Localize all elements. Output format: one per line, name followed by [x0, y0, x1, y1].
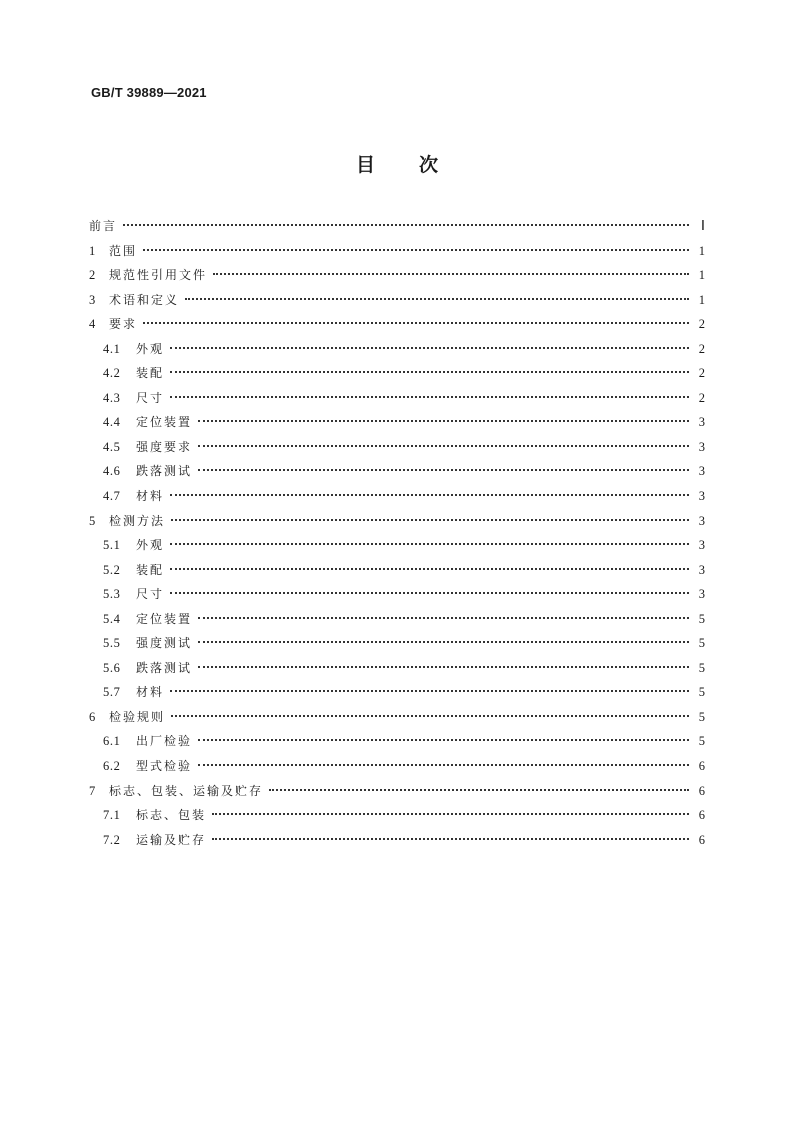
toc-entry-label: 材料 — [136, 489, 165, 504]
toc-entry-number: 1 — [89, 243, 96, 258]
toc-entry-number: 7 — [89, 783, 96, 798]
toc-dot-leader — [170, 494, 689, 496]
toc-dot-leader — [170, 568, 689, 570]
toc-entry-page: 6 — [698, 759, 705, 774]
toc-entry-number: 5 — [89, 513, 96, 528]
toc-entry-label: 定位装置 — [136, 415, 193, 430]
toc-entry[interactable] — [89, 584, 705, 609]
toc-dot-leader — [171, 715, 689, 717]
toc-entry[interactable] — [89, 412, 705, 437]
toc-entry-label: 前言 — [89, 219, 118, 233]
toc-entry-label: 跌落测试 — [136, 464, 193, 479]
toc-entry-page: 5 — [698, 611, 705, 626]
toc-dot-leader — [198, 739, 689, 741]
toc-entry[interactable] — [89, 216, 705, 241]
toc-entry-label: 外观 — [136, 341, 165, 356]
toc-entry-page: 3 — [698, 538, 705, 553]
toc-entry-page: 2 — [698, 390, 705, 405]
toc-entry-number: 5.2 — [103, 562, 121, 577]
toc-entry-label: 材料 — [136, 685, 165, 700]
toc-entry-number: 5.5 — [103, 636, 121, 651]
toc-entry[interactable] — [89, 805, 705, 830]
toc-entry[interactable] — [89, 388, 705, 413]
toc-entry-number: 4.1 — [103, 341, 121, 356]
toc-entry-page: 2 — [698, 317, 705, 332]
toc-entry-page: 3 — [698, 489, 705, 504]
toc-entry-page: 3 — [698, 513, 705, 528]
toc-entry-page: 1 — [698, 243, 705, 258]
toc-entry[interactable] — [89, 461, 705, 486]
toc-entry-page: Ⅰ — [700, 219, 705, 234]
toc-entry-page: 6 — [698, 783, 705, 798]
toc-entry-label: 外观 — [136, 538, 165, 553]
toc-dot-leader — [212, 813, 689, 815]
toc-dot-leader — [123, 224, 689, 226]
toc-entry-number: 5.4 — [103, 611, 121, 626]
toc-entry-label: 运输及贮存 — [136, 832, 207, 847]
toc-entry-page: 5 — [698, 734, 705, 749]
toc-entry-number: 6.1 — [103, 734, 121, 749]
toc-entry[interactable] — [89, 707, 705, 732]
toc-entry-page: 5 — [698, 685, 705, 700]
toc-dot-leader — [213, 273, 689, 275]
toc-dot-leader — [170, 396, 689, 398]
toc-entry-label: 出厂检验 — [136, 734, 193, 749]
toc-dot-leader — [143, 249, 689, 251]
toc-entry-page: 3 — [698, 464, 705, 479]
toc-entry-page: 6 — [698, 808, 705, 823]
toc-entry-number: 2 — [89, 268, 96, 283]
toc-entry[interactable] — [89, 265, 705, 290]
toc-entry-number: 6 — [89, 709, 96, 724]
toc-entry-label: 跌落测试 — [136, 660, 193, 675]
toc-entry-number: 4.2 — [103, 366, 121, 381]
toc-entry-page: 3 — [698, 587, 705, 602]
toc-dot-leader — [198, 764, 689, 766]
toc-entry-label: 范围 — [109, 243, 138, 258]
toc-entry-number: 4.5 — [103, 439, 121, 454]
toc-entry-number: 5.1 — [103, 538, 121, 553]
toc-entry-label: 术语和定义 — [109, 292, 180, 307]
toc-entry-label: 强度要求 — [136, 439, 193, 454]
toc-entry-label: 尺寸 — [136, 390, 165, 405]
toc-entry-label: 强度测试 — [136, 636, 193, 651]
toc-entry-page: 3 — [698, 415, 705, 430]
toc-entry[interactable] — [89, 830, 705, 855]
toc-entry[interactable] — [89, 486, 705, 511]
toc-entry[interactable] — [89, 756, 705, 781]
toc-dot-leader — [185, 298, 689, 300]
toc-dot-leader — [171, 519, 689, 521]
toc-entry-label: 要求 — [109, 317, 138, 332]
toc-entry[interactable] — [89, 682, 705, 707]
toc-entry[interactable] — [89, 633, 705, 658]
toc-dot-leader — [198, 666, 689, 668]
toc-entry[interactable] — [89, 609, 705, 634]
toc-entry-page: 5 — [698, 660, 705, 675]
toc-dot-leader — [170, 543, 689, 545]
toc-entry-number: 4 — [89, 317, 96, 332]
toc-dot-leader — [198, 420, 689, 422]
toc-dot-leader — [269, 789, 689, 791]
toc-entry-number: 5.3 — [103, 587, 121, 602]
toc-title-char-2: 次 — [419, 154, 439, 176]
toc-entry[interactable] — [89, 535, 705, 560]
toc-entry-label: 定位装置 — [136, 611, 193, 626]
toc-entry[interactable] — [89, 511, 705, 536]
toc-dot-leader — [170, 592, 689, 594]
toc-entry-label: 标志、包装、运输及贮存 — [109, 783, 264, 798]
toc-entry[interactable] — [89, 731, 705, 756]
toc-entry-page: 6 — [698, 832, 705, 847]
toc-entry-label: 装配 — [136, 366, 165, 381]
toc-entry-page: 3 — [698, 439, 705, 454]
toc-title — [0, 150, 794, 177]
toc-entry-page: 2 — [698, 366, 705, 381]
toc-entry-label: 检测方法 — [109, 513, 166, 528]
toc-dot-leader — [198, 469, 689, 471]
toc-entry[interactable] — [89, 781, 705, 806]
toc-entry[interactable] — [89, 241, 705, 266]
toc-entry-page: 2 — [698, 341, 705, 356]
toc-entry-number: 7.1 — [103, 808, 121, 823]
toc-entry-label: 尺寸 — [136, 587, 165, 602]
toc-entry[interactable] — [89, 363, 705, 388]
toc-entry-number: 4.6 — [103, 464, 121, 479]
toc-entry-number: 6.2 — [103, 759, 121, 774]
toc-entry-number: 7.2 — [103, 832, 121, 847]
toc-entry-number: 4.7 — [103, 489, 121, 504]
toc-entry[interactable] — [89, 339, 705, 364]
toc-dot-leader — [170, 371, 689, 373]
toc-entry-number: 3 — [89, 292, 96, 307]
toc-entry-number: 4.3 — [103, 390, 121, 405]
toc-dot-leader — [198, 445, 689, 447]
toc-entry-page: 1 — [698, 268, 705, 283]
toc-entry-label: 型式检验 — [136, 759, 193, 774]
toc-dot-leader — [170, 690, 689, 692]
toc-entry-label: 装配 — [136, 562, 165, 577]
toc-entry-label: 标志、包装 — [136, 808, 207, 823]
toc-entry-number: 5.6 — [103, 660, 121, 675]
toc-entry[interactable] — [89, 314, 705, 339]
toc-dot-leader — [212, 838, 689, 840]
toc-entry-label: 检验规则 — [109, 709, 166, 724]
toc-entry[interactable] — [89, 658, 705, 683]
toc-dot-leader — [198, 617, 689, 619]
standard-code: GB/T 39889—2021 — [91, 85, 207, 100]
toc-entry-page: 5 — [698, 636, 705, 651]
toc-dot-leader — [170, 347, 689, 349]
toc-dot-leader — [198, 641, 689, 643]
toc-entry-number: 5.7 — [103, 685, 121, 700]
toc-entry[interactable] — [89, 290, 705, 315]
toc-entry-page: 3 — [698, 562, 705, 577]
toc-entry-label: 规范性引用文件 — [109, 268, 208, 283]
toc-dot-leader — [143, 322, 689, 324]
toc-entry-number: 4.4 — [103, 415, 121, 430]
toc-entry[interactable] — [89, 560, 705, 585]
toc-entry[interactable] — [89, 437, 705, 462]
toc-entry-page: 5 — [698, 709, 705, 724]
toc-title-char-1: 目 — [355, 154, 375, 176]
table-of-contents — [89, 216, 705, 854]
toc-entry-page: 1 — [698, 292, 705, 307]
